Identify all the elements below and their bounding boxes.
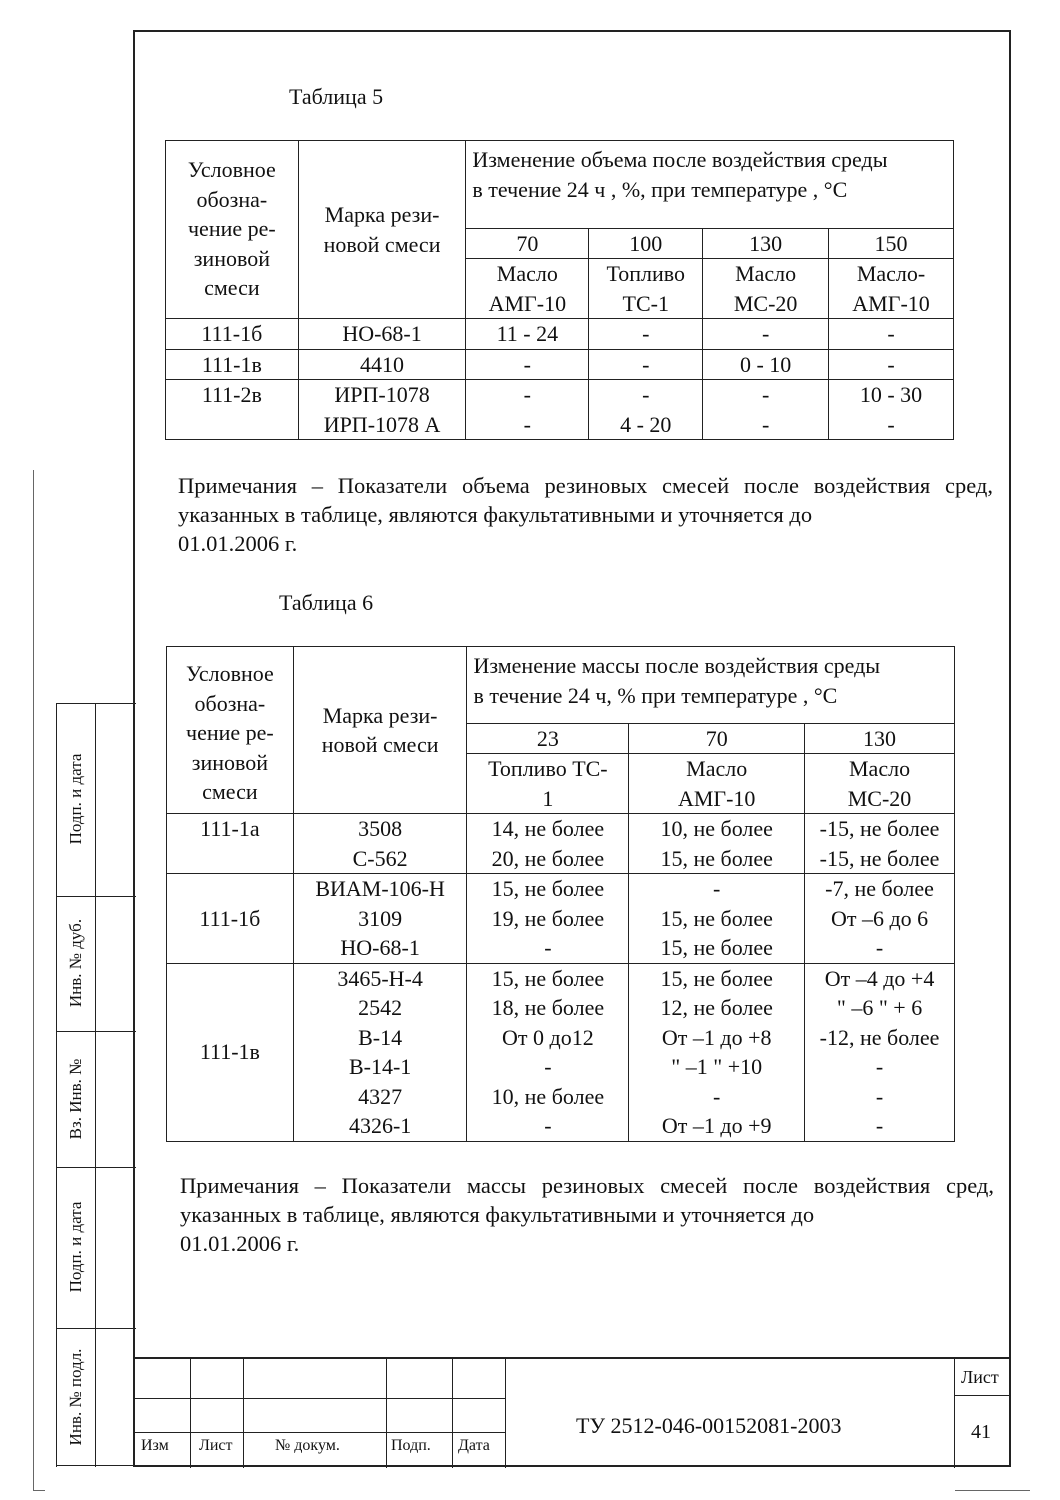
table5-header-change: Изменение объема после воздействия среды в течение 24 ч , %, при температуре , °С bbox=[466, 141, 954, 229]
stamp-label: Инв. № дуб. bbox=[66, 918, 85, 1008]
row-value: - bbox=[703, 319, 829, 350]
row-grade: ИРП-1078 ИРП-1078 А bbox=[298, 380, 466, 440]
title-col-list: Лист bbox=[199, 1437, 233, 1454]
table-row bbox=[166, 319, 954, 350]
row-value: -7, не более От –6 до 6 - bbox=[805, 874, 955, 964]
table-row bbox=[167, 814, 955, 874]
row-value: - bbox=[829, 319, 954, 350]
table5 bbox=[165, 140, 954, 440]
row-value: - 15, не более 15, не более bbox=[629, 874, 805, 964]
table6-note-text: Примечания – Показатели массы резиновых смесей после воздействия сред, указанных в таблице, являются факультативными и уточняется до bbox=[180, 1173, 994, 1227]
title-col-doc: № докум. bbox=[275, 1437, 340, 1454]
stamp-label: Подп. и дата bbox=[66, 1201, 85, 1293]
row-designation: 111-2в bbox=[166, 380, 299, 440]
row-designation: 111-1б bbox=[166, 319, 299, 350]
row-value: 15, не более 19, не более - bbox=[467, 874, 629, 964]
table5-header-designation: Условное обозна- чение ре- зиновой смеси bbox=[166, 141, 299, 319]
row-value: 14, не более 20, не более bbox=[467, 814, 629, 874]
table6-note bbox=[180, 1171, 994, 1258]
row-value: - bbox=[829, 349, 954, 380]
row-value: 0 - 10 bbox=[703, 349, 829, 380]
row-designation: 111-1б bbox=[167, 874, 294, 964]
table6-header-grade: Марка рези- новой смеси bbox=[293, 647, 467, 814]
table5-medium: Топливо ТС-1 bbox=[589, 259, 703, 319]
margin-stamp bbox=[56, 703, 136, 1467]
row-grade: 3465-Н-4 2542 В-14 В-14-1 4327 4326-1 bbox=[293, 963, 467, 1141]
table5-temp: 100 bbox=[589, 229, 703, 259]
row-value: 11 - 24 bbox=[466, 319, 589, 350]
title-col-podp: Подп. bbox=[391, 1437, 431, 1454]
table6-caption: Таблица 6 bbox=[279, 590, 374, 615]
table-row bbox=[167, 963, 955, 1141]
title-block bbox=[135, 1357, 1009, 1468]
table6-temp: 70 bbox=[629, 724, 805, 754]
title-col-izm: Изм bbox=[141, 1437, 169, 1454]
table6-temp: 23 bbox=[467, 724, 629, 754]
table-row bbox=[166, 380, 954, 440]
row-value: - bbox=[466, 349, 589, 380]
row-value: - bbox=[589, 349, 703, 380]
row-value: 10 - 30 - bbox=[829, 380, 954, 440]
row-value: От –4 до +4 " –6 " + 6 -12, не более - - - bbox=[805, 963, 955, 1141]
row-designation: 111-1а bbox=[167, 814, 294, 874]
row-designation: 111-1в bbox=[166, 349, 299, 380]
table5-note-text: Примечания – Показатели объема резиновых смесей после воздействия сред, указанных в таблице, являются факультативными и уточняется до bbox=[178, 473, 993, 527]
sheet-label: Лист bbox=[961, 1367, 999, 1387]
row-value: - bbox=[589, 319, 703, 350]
row-value: - 4 - 20 bbox=[589, 380, 703, 440]
table5-medium: Масло- АМГ-10 bbox=[829, 259, 954, 319]
row-value: 15, не более 18, не более От 0 до12 - 10, не более - bbox=[467, 963, 629, 1141]
row-grade: 4410 bbox=[298, 349, 466, 380]
sheet-number: 41 bbox=[971, 1421, 991, 1443]
table6-medium: Масло АМГ-10 bbox=[629, 754, 805, 814]
row-grade: НО-68-1 bbox=[298, 319, 466, 350]
stamp-label: Инв. № подл. bbox=[66, 1348, 85, 1446]
table6 bbox=[166, 646, 955, 1142]
title-col-date: Дата bbox=[458, 1437, 490, 1454]
table5-temp: 150 bbox=[829, 229, 954, 259]
document-code: ТУ 2512-046-00152081-2003 bbox=[576, 1413, 842, 1438]
table6-temp: 130 bbox=[805, 724, 955, 754]
row-value: - - bbox=[703, 380, 829, 440]
table-row bbox=[166, 349, 954, 380]
row-value: - - bbox=[466, 380, 589, 440]
table-row bbox=[167, 874, 955, 964]
table5-medium: Масло АМГ-10 bbox=[466, 259, 589, 319]
row-grade: ВИАМ-106-Н 3109 НО-68-1 bbox=[293, 874, 467, 964]
table5-temp: 70 bbox=[466, 229, 589, 259]
row-designation: 111-1в bbox=[167, 963, 294, 1141]
stamp-label: Подп. и дата bbox=[66, 753, 85, 845]
table5-note-date: 01.01.2006 г. bbox=[178, 531, 298, 556]
table5-medium: Масло МС-20 bbox=[703, 259, 829, 319]
row-value: 15, не более 12, не более От –1 до +8 " –1 " +10 - От –1 до +9 bbox=[629, 963, 805, 1141]
binding-tick bbox=[33, 1490, 45, 1491]
stamp-label: Вз. Инв. № bbox=[66, 1058, 85, 1140]
table6-header-change: Изменение массы после воздействия среды в течение 24 ч, % при температуре , °С bbox=[467, 647, 955, 724]
table5-temp: 130 bbox=[703, 229, 829, 259]
table5-note bbox=[178, 471, 993, 558]
table6-medium: Топливо ТС- 1 bbox=[467, 754, 629, 814]
row-value: -15, не более -15, не более bbox=[805, 814, 955, 874]
table6-header-designation: Условное обозна- чение ре- зиновой смеси bbox=[167, 647, 294, 814]
table6-note-date: 01.01.2006 г. bbox=[180, 1231, 300, 1256]
row-value: 10, не более 15, не более bbox=[629, 814, 805, 874]
corner-tick bbox=[955, 1490, 1030, 1491]
row-grade: 3508 С-562 bbox=[293, 814, 467, 874]
binding-line bbox=[33, 470, 34, 1490]
table5-header-grade: Марка рези- новой смеси bbox=[298, 141, 466, 319]
table6-medium: Масло МС-20 bbox=[805, 754, 955, 814]
table5-caption: Таблица 5 bbox=[289, 84, 384, 109]
